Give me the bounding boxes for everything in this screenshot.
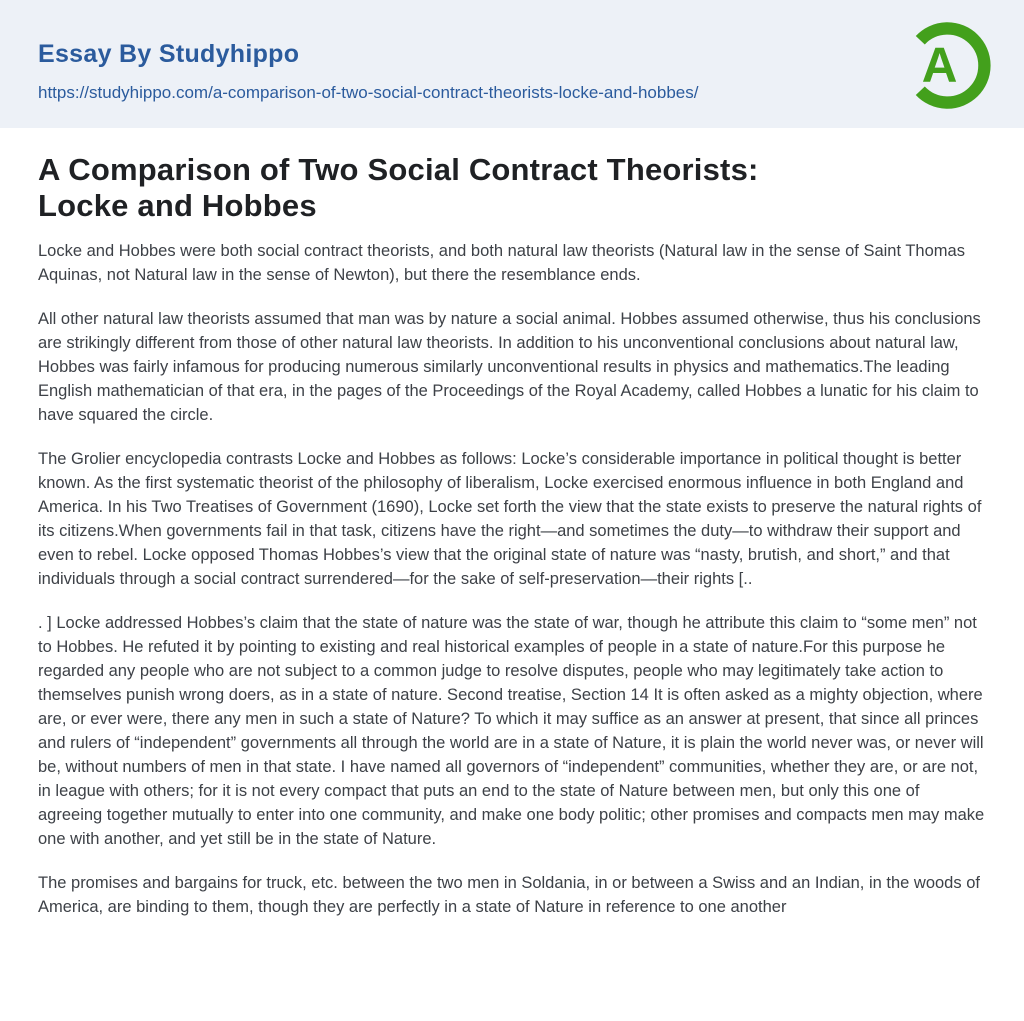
page-title-line: Locke and Hobbes	[38, 188, 317, 223]
page-title	[38, 152, 986, 224]
site-title-link[interactable]: Essay By Studyhippo	[38, 40, 300, 68]
essay-paragraph: All other natural law theorists assumed that man was by nature a social animal. Hobbes assumed otherwise, thus his conclusions are strikingly different from those of other natural law theorists. In addition to his unconventional conclusions about natural law, Hobbes was fairly infamous for producing numerous similarly unconventional results in physics and mathematics.The leading English mathematician of that era, in the pages of the Proceedings of the Royal Academy, called Hobbes a lunatic for his claim to have squared the circle.	[38, 310, 981, 424]
studyhippo-logo[interactable]	[899, 18, 994, 113]
essay-paragraph: The promises and bargains for truck, etc. between the two men in Soldania, in or between a Swiss and an Indian, in the woods of America, are binding to them, though they are perfectly in a state of Nature in reference to one another	[38, 874, 980, 916]
page-title-line: A Comparison of Two Social Contract Theorists:	[38, 152, 759, 187]
essay-content	[0, 128, 1024, 919]
studyhippo-logo-icon	[899, 18, 994, 113]
essay-paragraph: Locke and Hobbes were both social contract theorists, and both natural law theorists (Natural law in the sense of Saint Thomas Aquinas, not Natural law in the sense of Newton), but there the resemblance ends.	[38, 242, 965, 284]
header-text	[38, 30, 698, 103]
essay-paragraph: The Grolier encyclopedia contrasts Locke and Hobbes as follows: Locke’s considerable importance in political thought is better known. As the first systematic theorist of the philosophy of liberalism, Locke exercised enormous influence in both England and America. In his Two Treatises of Government (1690), Locke set forth the view that the state exists to preserve the natural rights of its citizens.When governments fail in that task, citizens have the right—and sometimes the duty—to withdraw their support and even to rebel. Locke opposed Thomas Hobbes’s view that the original state of nature was “nasty, brutish, and short,” and that individuals through a social contract surrendered—for the sake of self-preservation—their rights [..	[38, 450, 982, 588]
header	[0, 0, 1024, 128]
page-url-link[interactable]: https://studyhippo.com/a-comparison-of-two-social-contract-theorists-locke-and-hobbes/	[38, 83, 699, 102]
logo-letter: A	[921, 37, 958, 93]
essay-paragraph: . ] Locke addressed Hobbes’s claim that the state of nature was the state of war, though he attribute this claim to “some men” not to Hobbes. He refuted it by pointing to existing and real historical examples of people in a state of nature.For this purpose he regarded any people who are not subject to a common judge to resolve disputes, people who may legitimately take action to themselves punish wrong doers, as in a state of nature. Second treatise, Section 14 It is often asked as a mighty objection, where are, or ever were, there any men in such a state of Nature? To which it may suffice as an answer at present, that since all princes and rulers of “independent” governments all through the world are in a state of Nature, it is plain the world never was, or never will be, without numbers of men in that state. I have named all governors of “independent” communities, whether they are, or are not, in league with others; for it is not every compact that puts an end to the state of Nature between men, but only this one of agreeing together mutually to enter into one community, and make one body politic; other promises and compacts men may make one with another, and yet still be in the state of Nature.	[38, 614, 985, 848]
essay-body	[38, 239, 986, 919]
